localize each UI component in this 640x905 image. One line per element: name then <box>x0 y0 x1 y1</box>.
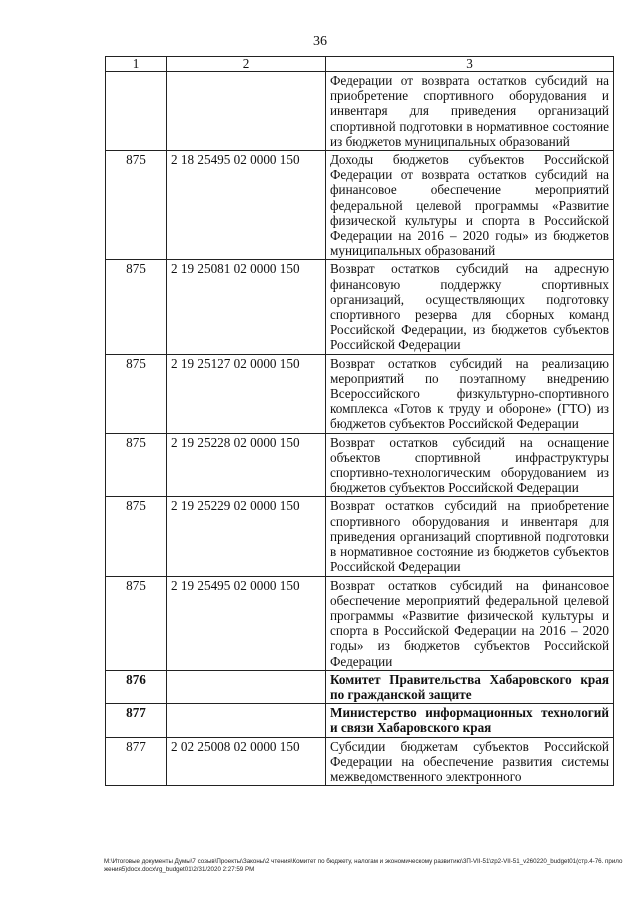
description-cell: Возврат остатков субсидий на оснащение объектов спортивной инфраструктуры спортивно-технологическим оборудованием из бюджетов субъектов Российской Федерации <box>326 433 614 497</box>
table-row <box>106 260 614 354</box>
budget-code-cell: 2 19 25229 02 0000 150 <box>167 497 326 576</box>
table-row <box>106 497 614 576</box>
table-row <box>106 72 614 151</box>
admin-code-cell: 875 <box>106 354 167 433</box>
admin-code-cell: 875 <box>106 576 167 670</box>
budget-codes-table <box>105 56 614 786</box>
description-cell: Комитет Правительства Хабаровского края по гражданской защите <box>326 670 614 703</box>
description-cell: Возврат остатков субсидий на приобретение спортивного оборудования и инвентаря для приведения организаций спортивной подготовки в нормативное состояние из бюджетов субъектов Российской Федерации <box>326 497 614 576</box>
admin-code-cell <box>106 72 167 151</box>
budget-code-cell: 2 19 25495 02 0000 150 <box>167 576 326 670</box>
budget-code-cell <box>167 72 326 151</box>
table-row <box>106 704 614 737</box>
table-row <box>106 737 614 786</box>
description-cell: Возврат остатков субсидий на адресную финансовую поддержку спортивных организаций, осуществляющих подготовку спортивного резерва для сборных команд Российской Федерации, из бюджетов субъектов Российской Федерации <box>326 260 614 354</box>
table-header-row <box>106 57 614 72</box>
description-cell: Возврат остатков субсидий на реализацию мероприятий по поэтапному внедрению Всероссийского физкультурно-спортивного комплекса «Готов к труду и обороне» (ГТО) из бюджетов субъектов Российской Федерации <box>326 354 614 433</box>
table-row <box>106 433 614 497</box>
budget-code-cell: 2 19 25228 02 0000 150 <box>167 433 326 497</box>
budget-code-cell: 2 19 25127 02 0000 150 <box>167 354 326 433</box>
page-number: 36 <box>313 34 327 49</box>
admin-code-cell: 876 <box>106 670 167 703</box>
description-cell: Возврат остатков субсидий на финансовое обеспечение мероприятий федеральной целевой программы «Развитие физической культуры и спорта в Российской Федерации на 2016 – 2020 годы» из бюджетов субъектов Российской Федерации <box>326 576 614 670</box>
admin-code-cell: 877 <box>106 737 167 786</box>
description-cell: Министерство информационных технологий и связи Хабаровского края <box>326 704 614 737</box>
table-row <box>106 576 614 670</box>
description-cell: Доходы бюджетов субъектов Российской Федерации от возврата остатков субсидий на финансовое обеспечение мероприятий федеральной целевой программы «Развитие физической культуры и спорта в Российской Федерации на 2016 – 2020 годы» из бюджетов муниципальных образований <box>326 151 614 260</box>
admin-code-cell: 875 <box>106 151 167 260</box>
description-cell: Субсидии бюджетам субъектов Российской Федерации на обеспечение развития системы межведомственного электронного <box>326 737 614 786</box>
budget-code-cell <box>167 670 326 703</box>
header-col-3: 3 <box>326 57 614 72</box>
table-row <box>106 354 614 433</box>
admin-code-cell: 875 <box>106 497 167 576</box>
budget-code-cell <box>167 704 326 737</box>
budget-code-cell: 2 18 25495 02 0000 150 <box>167 151 326 260</box>
admin-code-cell: 875 <box>106 433 167 497</box>
table-row <box>106 670 614 703</box>
admin-code-cell: 875 <box>106 260 167 354</box>
budget-code-cell: 2 02 25008 02 0000 150 <box>167 737 326 786</box>
header-col-1: 1 <box>106 57 167 72</box>
admin-code-cell: 877 <box>106 704 167 737</box>
file-path-footer: M:\Итоговые документы Думы\7 созыв\Проекты\Законы\2 чтения\Комитет по бюджету, налогам и экономическому развитию\3П-VII-51\zp2-VII-51_v260220_budget01(стр.4-76. приложения5)docx.docx\rg_budget01\2/31/2020 2:27:59 PM <box>104 858 623 873</box>
header-col-2: 2 <box>167 57 326 72</box>
description-cell: Федерации от возврата остатков субсидий на приобретение спортивного оборудования и инвентаря для приведения организаций спортивной подготовки в нормативное состояние из бюджетов муниципальных образований <box>326 72 614 151</box>
budget-code-cell: 2 19 25081 02 0000 150 <box>167 260 326 354</box>
table-row <box>106 151 614 260</box>
